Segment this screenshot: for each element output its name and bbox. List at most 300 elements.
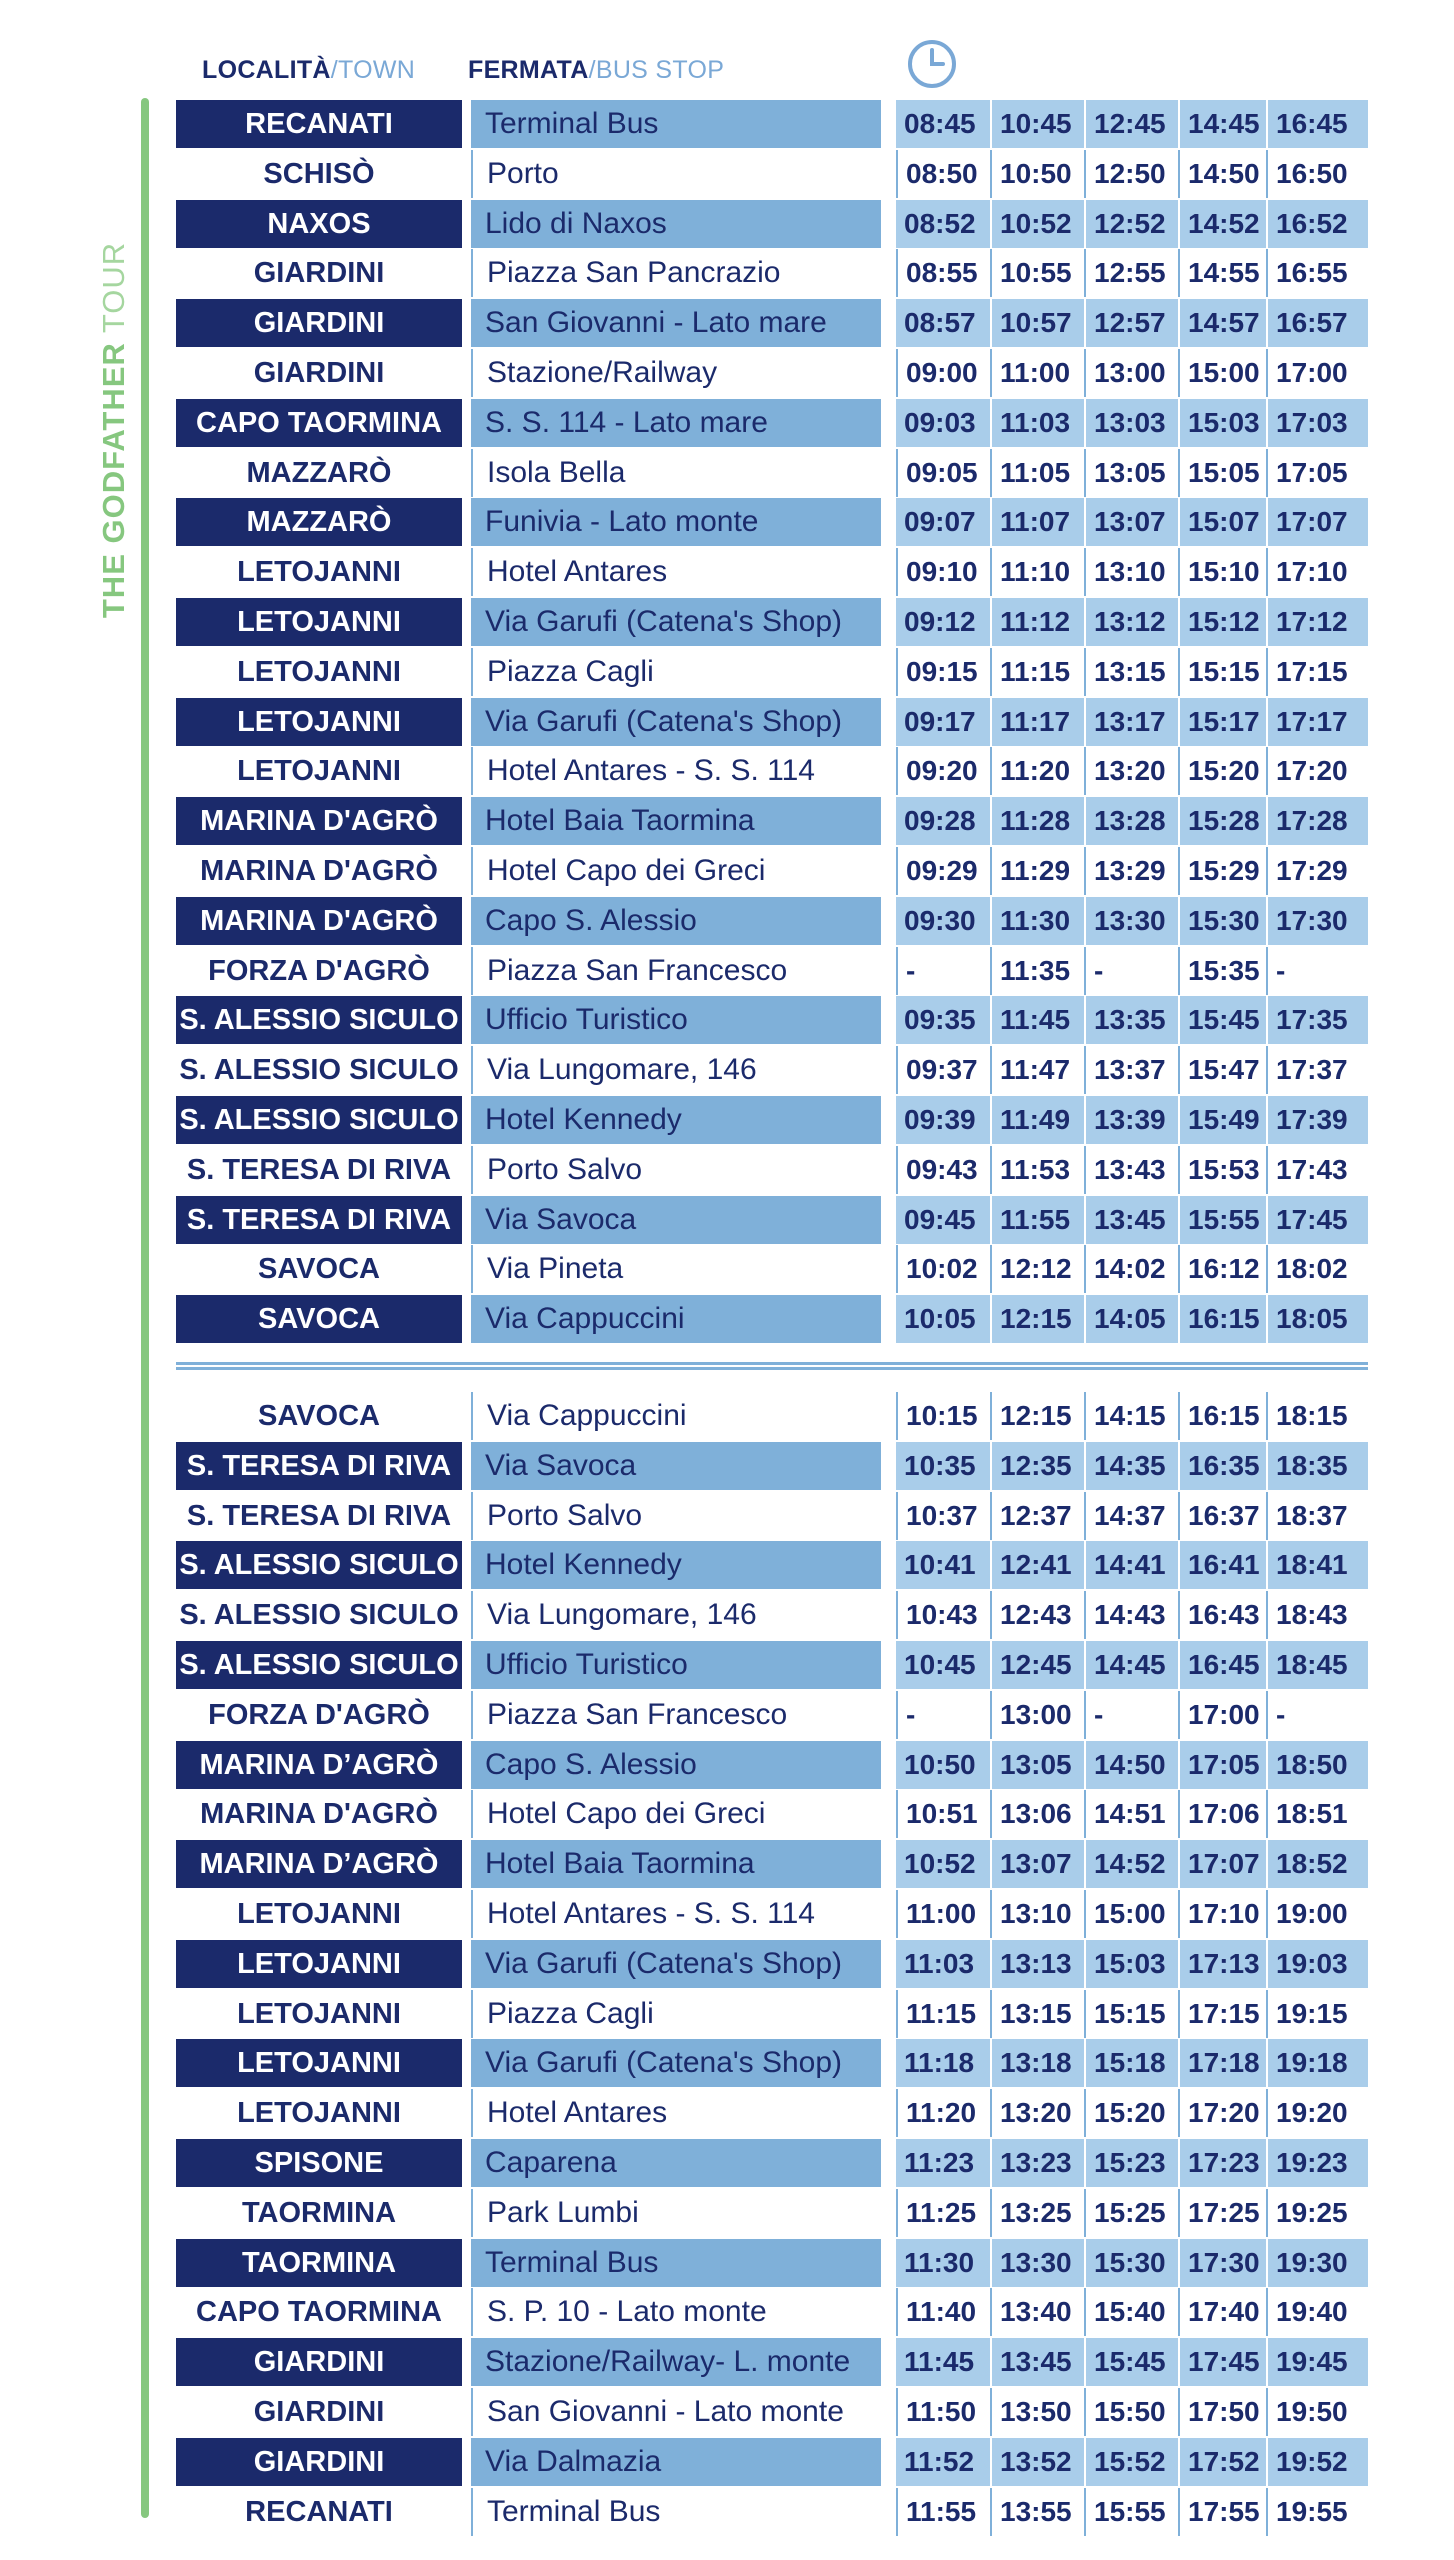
departure-time-cell: 15:17	[1178, 698, 1266, 746]
departure-time-cell: 10:02	[896, 1245, 990, 1293]
bus-stop-cell: Funivia - Lato monte	[471, 498, 881, 546]
departure-time-cell: 14:43	[1084, 1591, 1178, 1639]
bus-stop-cell: Hotel Antares - S. S. 114	[471, 747, 881, 795]
bus-stop-cell: Hotel Antares	[471, 2089, 881, 2137]
departure-time-cell: 13:28	[1084, 797, 1178, 845]
departure-time-cell: 15:03	[1084, 1940, 1178, 1988]
departure-time-cell: 14:50	[1178, 150, 1266, 198]
departure-time-cell: 18:37	[1266, 1492, 1368, 1540]
town-cell: RECANATI	[245, 2495, 393, 2528]
departure-time-cell: 15:20	[1084, 2089, 1178, 2137]
table-row	[176, 1541, 1368, 1589]
departure-time-cell: 13:05	[1084, 449, 1178, 497]
departure-times	[896, 2488, 1368, 2536]
departure-time-cell: 11:35	[990, 947, 1084, 995]
departure-time-cell: 11:07	[990, 498, 1084, 546]
departure-time-cell: 17:20	[1266, 747, 1368, 795]
bus-stop-cell: Porto Salvo	[471, 1146, 881, 1194]
departure-time-cell: 08:57	[904, 307, 976, 339]
departure-time-cell: 13:45	[1084, 1196, 1178, 1244]
town-cell: LETOJANNI	[237, 2097, 401, 2130]
departure-times	[896, 2338, 1368, 2386]
departure-time-cell: 13:37	[1084, 1046, 1178, 1094]
bus-stop-cell: S. S. 114 - Lato mare	[471, 399, 881, 447]
departure-time-cell: 10:43	[896, 1591, 990, 1639]
bus-stop-cell: Ufficio Turistico	[471, 996, 881, 1044]
town-cell: SAVOCA	[258, 1253, 380, 1286]
clock-icon	[906, 38, 958, 90]
bus-stop-cell: Capo S. Alessio	[471, 1741, 881, 1789]
departure-times	[896, 150, 1368, 198]
departure-time-cell: 11:03	[990, 399, 1084, 447]
departure-time-cell: 19:03	[1266, 1940, 1368, 1988]
town-cell: S. ALESSIO SICULO	[176, 1641, 462, 1689]
table-row	[176, 299, 1368, 347]
departure-times	[896, 249, 1368, 297]
table-row	[176, 2239, 1368, 2287]
bus-stop-cell: Lido di Naxos	[471, 200, 881, 248]
town-cell: FORZA D'AGRÒ	[208, 1698, 430, 1731]
departure-time-cell: 11:05	[990, 449, 1084, 497]
bus-stop-cell: Via Cappuccini	[471, 1295, 881, 1343]
departure-time-cell: 19:45	[1266, 2338, 1368, 2386]
tour-side-bar	[141, 98, 149, 2518]
departure-time-cell: 09:29	[896, 847, 990, 895]
departure-time-cell: 10:35	[904, 1449, 976, 1481]
departure-time-cell: 11:52	[904, 2445, 975, 2477]
table-row	[176, 1245, 1368, 1293]
departure-time-cell: 17:05	[1266, 449, 1368, 497]
departure-times	[896, 1392, 1368, 1440]
departure-time-cell: 17:23	[1178, 2139, 1266, 2187]
table-row	[176, 1940, 1368, 1988]
departure-time-cell: 09:28	[904, 805, 976, 837]
departure-time-cell: -	[1084, 947, 1178, 995]
town-cell: LETOJANNI	[176, 698, 462, 746]
departure-time-cell: 13:07	[1084, 498, 1178, 546]
bus-stop-cell: Stazione/Railway- L. monte	[471, 2338, 881, 2386]
departure-time-cell: 14:50	[1084, 1741, 1178, 1789]
departure-time-cell: 17:15	[1178, 1990, 1266, 2038]
bus-stop-cell: Stazione/Railway	[471, 349, 881, 397]
town-cell: MARINA D'AGRÒ	[176, 797, 462, 845]
departure-time-cell: 13:30	[990, 2239, 1084, 2287]
table-row	[176, 1196, 1368, 1244]
departure-time-cell: 17:13	[1178, 1940, 1266, 1988]
departure-times	[896, 1442, 1368, 1490]
departure-time-cell: 17:39	[1266, 1096, 1368, 1144]
table-row	[176, 1046, 1368, 1094]
town-cell: MAZZARÒ	[176, 498, 462, 546]
bus-stop-cell: S. P. 10 - Lato monte	[471, 2288, 881, 2336]
tour-title-main: THE GODFATHER	[96, 342, 131, 619]
departure-time-cell: -	[896, 1691, 990, 1739]
town-label-main: LOCALITÀ	[202, 56, 331, 84]
departure-times	[896, 1146, 1368, 1194]
departure-time-cell: 11:49	[990, 1096, 1084, 1144]
table-row	[176, 1691, 1368, 1739]
town-cell: MARINA D'AGRÒ	[200, 1798, 438, 1831]
bus-stop-cell: Via Pineta	[471, 1245, 881, 1293]
departure-times	[896, 897, 1368, 945]
departure-times	[896, 1990, 1368, 2038]
table-row	[176, 2139, 1368, 2187]
departure-time-cell: 13:07	[990, 1840, 1084, 1888]
bus-stop-cell: Via Garufi (Catena's Shop)	[471, 698, 881, 746]
town-cell: S. TERESA DI RIVA	[186, 1499, 452, 1532]
departure-time-cell: 10:37	[896, 1492, 990, 1540]
departure-time-cell: 09:43	[896, 1146, 990, 1194]
town-cell: SAVOCA	[176, 1295, 462, 1343]
departure-time-cell: 17:30	[1178, 2239, 1266, 2287]
departure-time-cell: -	[1266, 1691, 1368, 1739]
departure-time-cell: 17:43	[1266, 1146, 1368, 1194]
town-label-alt: /TOWN	[330, 56, 416, 84]
town-cell: S. TERESA DI RIVA	[176, 1442, 462, 1490]
departure-time-cell: 16:43	[1178, 1591, 1266, 1639]
town-cell: SCHISÒ	[263, 157, 375, 190]
departure-time-cell: 14:57	[1178, 299, 1266, 347]
departure-times	[896, 1890, 1368, 1938]
town-cell: S. TERESA DI RIVA	[176, 1196, 462, 1244]
departure-time-cell: 10:41	[904, 1549, 976, 1581]
departure-time-cell: 15:15	[1084, 1990, 1178, 2038]
departure-time-cell: 17:25	[1178, 2189, 1266, 2237]
departure-time-cell: 09:05	[896, 449, 990, 497]
departure-time-cell: 10:55	[990, 249, 1084, 297]
departure-time-cell: 18:51	[1266, 1790, 1368, 1838]
table-row	[176, 1295, 1368, 1343]
departure-time-cell: 16:45	[1266, 100, 1368, 148]
departure-time-cell: 18:52	[1266, 1840, 1368, 1888]
departure-time-cell: 11:29	[990, 847, 1084, 895]
departure-time-cell: 13:20	[1084, 747, 1178, 795]
departure-time-cell: 13:10	[990, 1890, 1084, 1938]
departure-time-cell: 09:07	[904, 506, 976, 538]
departure-time-cell: 11:18	[904, 2047, 975, 2079]
table-row	[176, 747, 1368, 795]
departure-time-cell: 11:55	[990, 1196, 1084, 1244]
departure-times	[896, 947, 1368, 995]
departure-time-cell: 13:20	[990, 2089, 1084, 2137]
departure-time-cell: 15:03	[1178, 399, 1266, 447]
departure-time-cell: 09:12	[904, 606, 976, 637]
departure-times	[896, 2139, 1368, 2187]
departure-times	[896, 548, 1368, 596]
town-cell: LETOJANNI	[237, 655, 401, 688]
departure-time-cell: 16:15	[1178, 1392, 1266, 1440]
departure-time-cell: 17:00	[1266, 349, 1368, 397]
bus-stop-cell: Piazza Cagli	[471, 648, 881, 696]
departure-times	[896, 1096, 1368, 1144]
bus-stop-cell: Terminal Bus	[471, 2239, 881, 2287]
departure-time-cell: 16:57	[1266, 299, 1368, 347]
town-cell: CAPO TAORMINA	[196, 2296, 442, 2329]
bus-stop-cell: Porto Salvo	[471, 1492, 881, 1540]
town-cell: S. ALESSIO SICULO	[176, 996, 462, 1044]
departure-time-cell: 11:47	[990, 1046, 1084, 1094]
departure-times	[896, 100, 1368, 148]
departure-time-cell: 17:20	[1178, 2089, 1266, 2137]
departure-time-cell: 17:50	[1178, 2388, 1266, 2436]
departure-time-cell: 13:35	[1084, 996, 1178, 1044]
town-cell: MARINA D'AGRÒ	[176, 897, 462, 945]
departure-time-cell: 17:45	[1266, 1196, 1368, 1244]
town-cell: S. ALESSIO SICULO	[176, 1096, 462, 1144]
departure-time-cell: 11:03	[904, 1947, 975, 1979]
bus-stop-cell: Hotel Antares - S. S. 114	[471, 1890, 881, 1938]
departure-time-cell: 11:10	[990, 548, 1084, 596]
table-row	[176, 847, 1368, 895]
departure-time-cell: 19:55	[1266, 2488, 1368, 2536]
departure-time-cell: 13:10	[1084, 548, 1178, 596]
town-cell: LETOJANNI	[176, 1940, 462, 1988]
departure-time-cell: 18:05	[1266, 1295, 1368, 1343]
table-row	[176, 449, 1368, 497]
departure-times	[896, 648, 1368, 696]
town-cell: SAVOCA	[258, 1400, 380, 1432]
table-row	[176, 150, 1368, 198]
departure-time-cell: 09:00	[896, 349, 990, 397]
bus-stop-cell: Via Cappuccini	[471, 1392, 881, 1440]
bus-stop-cell: Via Garufi (Catena's Shop)	[471, 1940, 881, 1988]
departure-time-cell: 11:53	[990, 1146, 1084, 1194]
town-cell: LETOJANNI	[237, 1997, 401, 2030]
bus-stop-cell: Park Lumbi	[471, 2189, 881, 2237]
departure-time-cell: 11:30	[904, 2246, 975, 2278]
bus-stop-cell: Via Lungomare, 146	[471, 1591, 881, 1639]
departure-time-cell: 15:10	[1178, 548, 1266, 596]
tour-title-alt: TOUR	[96, 241, 131, 343]
departure-time-cell: 17:37	[1266, 1046, 1368, 1094]
bus-stop-cell: Via Savoca	[471, 1196, 881, 1244]
bus-stop-cell: Via Savoca	[471, 1442, 881, 1490]
departure-time-cell: 15:45	[1178, 996, 1266, 1044]
town-cell: LETOJANNI	[237, 1898, 401, 1930]
departure-times	[896, 1591, 1368, 1639]
departure-times	[896, 1940, 1368, 1988]
town-cell: FORZA D'AGRÒ	[208, 954, 430, 987]
departure-time-cell: 17:03	[1266, 399, 1368, 447]
bus-stop-cell: Caparena	[471, 2139, 881, 2187]
town-cell: RECANATI	[176, 100, 462, 148]
table-row	[176, 249, 1368, 297]
departure-time-cell: 17:29	[1266, 847, 1368, 895]
departure-time-cell: 15:23	[1084, 2139, 1178, 2187]
departure-time-cell: 09:17	[904, 705, 976, 737]
departure-time-cell: 17:30	[1266, 897, 1368, 945]
departure-times	[896, 747, 1368, 795]
departure-times	[896, 2089, 1368, 2137]
departure-time-cell: 17:40	[1178, 2288, 1266, 2336]
departure-time-cell: 16:15	[1178, 1295, 1266, 1343]
table-row	[176, 897, 1368, 945]
departure-time-cell: 15:45	[1084, 2338, 1178, 2386]
table-row	[176, 1591, 1368, 1639]
town-cell: TAORMINA	[176, 2239, 462, 2287]
departure-time-cell: 08:52	[904, 207, 976, 239]
departure-time-cell: 10:51	[896, 1790, 990, 1838]
departure-time-cell: 13:43	[1084, 1146, 1178, 1194]
departure-time-cell: 15:18	[1084, 2039, 1178, 2087]
departure-time-cell: 14:41	[1084, 1541, 1178, 1589]
departure-times	[896, 797, 1368, 845]
departure-time-cell: 16:37	[1178, 1492, 1266, 1540]
town-cell: GIARDINI	[253, 257, 385, 290]
bus-stop-cell: Via Garufi (Catena's Shop)	[471, 2039, 881, 2087]
town-cell: GIARDINI	[253, 357, 385, 389]
departure-time-cell: 09:37	[896, 1046, 990, 1094]
table-row	[176, 1790, 1368, 1838]
table-row	[176, 399, 1368, 447]
bus-stop-cell: Hotel Baia Taormina	[471, 1840, 881, 1888]
table-row	[176, 548, 1368, 596]
town-cell: MARINA D’AGRÒ	[176, 1741, 462, 1789]
column-header-stop	[468, 56, 724, 85]
table-row	[176, 1890, 1368, 1938]
departure-time-cell: 11:00	[990, 349, 1084, 397]
departure-time-cell: 17:06	[1178, 1790, 1266, 1838]
departure-time-cell: 18:35	[1266, 1442, 1368, 1490]
table-row	[176, 100, 1368, 148]
departure-time-cell: 12:15	[990, 1392, 1084, 1440]
departure-time-cell: 17:17	[1266, 698, 1368, 746]
table-row	[176, 2039, 1368, 2087]
town-cell: S. TERESA DI RIVA	[186, 1153, 452, 1186]
departure-time-cell: 10:05	[904, 1303, 976, 1335]
bus-stop-cell: Terminal Bus	[471, 2488, 881, 2536]
departure-time-cell: 14:37	[1084, 1492, 1178, 1540]
departure-time-cell: 13:39	[1084, 1096, 1178, 1144]
departure-time-cell: 15:12	[1178, 598, 1266, 646]
departure-time-cell: 09:39	[904, 1104, 976, 1135]
departure-times	[896, 200, 1368, 248]
departure-time-cell: 11:17	[990, 698, 1084, 746]
town-cell: MAZZARÒ	[246, 456, 392, 489]
departure-time-cell: 13:29	[1084, 847, 1178, 895]
bus-stop-cell: Piazza Cagli	[471, 1990, 881, 2038]
departure-time-cell: 17:55	[1178, 2488, 1266, 2536]
departure-time-cell: 15:53	[1178, 1146, 1266, 1194]
table-row	[176, 2388, 1368, 2436]
departure-time-cell: 11:23	[904, 2147, 975, 2178]
departure-time-cell: 18:45	[1266, 1641, 1368, 1689]
table-row	[176, 2089, 1368, 2137]
departure-time-cell: 12:57	[1084, 299, 1178, 347]
table-row	[176, 1990, 1368, 2038]
departure-times	[896, 847, 1368, 895]
table-row	[176, 1840, 1368, 1888]
departure-time-cell: 19:18	[1266, 2039, 1368, 2087]
departure-time-cell: 13:15	[990, 1990, 1084, 2038]
town-cell: GIARDINI	[176, 2338, 462, 2386]
departure-time-cell: 10:57	[990, 299, 1084, 347]
departure-time-cell: 14:02	[1084, 1245, 1178, 1293]
town-cell: GIARDINI	[253, 2396, 385, 2428]
bus-stop-cell: Piazza San Francesco	[471, 947, 881, 995]
departure-time-cell: 13:17	[1084, 698, 1178, 746]
departure-time-cell: 15:40	[1084, 2288, 1178, 2336]
table-row	[176, 598, 1368, 646]
departure-time-cell: 17:15	[1266, 648, 1368, 696]
departure-time-cell: 14:45	[1084, 1641, 1178, 1689]
departure-times	[896, 299, 1368, 347]
departure-time-cell: 12:35	[990, 1442, 1084, 1490]
departure-time-cell: 13:13	[990, 1940, 1084, 1988]
departure-times	[896, 1741, 1368, 1789]
departure-time-cell: 13:50	[990, 2388, 1084, 2436]
departure-time-cell: 15:00	[1084, 1890, 1178, 1938]
departure-time-cell: 15:05	[1178, 449, 1266, 497]
bus-stop-cell: Isola Bella	[471, 449, 881, 497]
departure-time-cell: 13:12	[1084, 598, 1178, 646]
table-row	[176, 698, 1368, 746]
table-row	[176, 947, 1368, 995]
departure-time-cell: 12:45	[1084, 100, 1178, 148]
bus-stop-cell: Piazza San Pancrazio	[471, 249, 881, 297]
departure-time-cell: 14:15	[1084, 1392, 1178, 1440]
departure-time-cell: 13:15	[1084, 648, 1178, 696]
departure-time-cell: 13:18	[990, 2039, 1084, 2087]
departure-time-cell: 19:23	[1266, 2139, 1368, 2187]
table-row	[176, 1492, 1368, 1540]
departure-time-cell: 11:28	[990, 797, 1084, 845]
departure-time-cell: 13:25	[990, 2189, 1084, 2237]
departure-times	[896, 1046, 1368, 1094]
town-cell: S. ALESSIO SICULO	[176, 1541, 462, 1589]
departure-time-cell: 11:45	[990, 996, 1084, 1044]
departure-time-cell: 16:41	[1178, 1541, 1266, 1589]
departure-time-cell: 09:30	[904, 904, 976, 936]
departure-time-cell: -	[1266, 947, 1368, 995]
departure-time-cell: 13:52	[990, 2438, 1084, 2486]
departure-times	[896, 1641, 1368, 1689]
departure-time-cell: 10:50	[904, 1748, 976, 1780]
departure-times	[896, 2039, 1368, 2087]
departure-time-cell: 14:51	[1084, 1790, 1178, 1838]
departure-time-cell: 16:55	[1266, 249, 1368, 297]
departure-time-cell: 10:50	[990, 150, 1084, 198]
table-row	[176, 1392, 1368, 1440]
departure-times	[896, 1196, 1368, 1244]
town-cell: MARINA D’AGRÒ	[176, 1840, 462, 1888]
departure-time-cell: 15:35	[1178, 947, 1266, 995]
departure-time-cell: 14:05	[1084, 1295, 1178, 1343]
table-row	[176, 797, 1368, 845]
departure-time-cell: 12:12	[990, 1245, 1084, 1293]
departure-times	[896, 2438, 1368, 2486]
departure-time-cell: 16:52	[1266, 200, 1368, 248]
departure-times	[896, 1790, 1368, 1838]
departure-times	[896, 1840, 1368, 1888]
departure-time-cell: 14:52	[1178, 200, 1266, 248]
town-cell: GIARDINI	[176, 2438, 462, 2486]
departure-time-cell: 13:55	[990, 2488, 1084, 2536]
bus-stop-cell: Hotel Capo dei Greci	[471, 1790, 881, 1838]
departure-time-cell: 13:30	[1084, 897, 1178, 945]
departure-time-cell: 15:55	[1084, 2488, 1178, 2536]
table-row	[176, 2438, 1368, 2486]
departure-time-cell: 11:15	[896, 1990, 990, 2038]
departure-time-cell: 17:18	[1178, 2039, 1266, 2087]
table-row	[176, 1096, 1368, 1144]
departure-times	[896, 399, 1368, 447]
departure-time-cell: 19:20	[1266, 2089, 1368, 2137]
departure-time-cell: 11:00	[896, 1890, 990, 1938]
departure-times	[896, 1295, 1368, 1343]
departure-time-cell: 17:10	[1178, 1890, 1266, 1938]
departure-time-cell: 15:52	[1084, 2438, 1178, 2486]
